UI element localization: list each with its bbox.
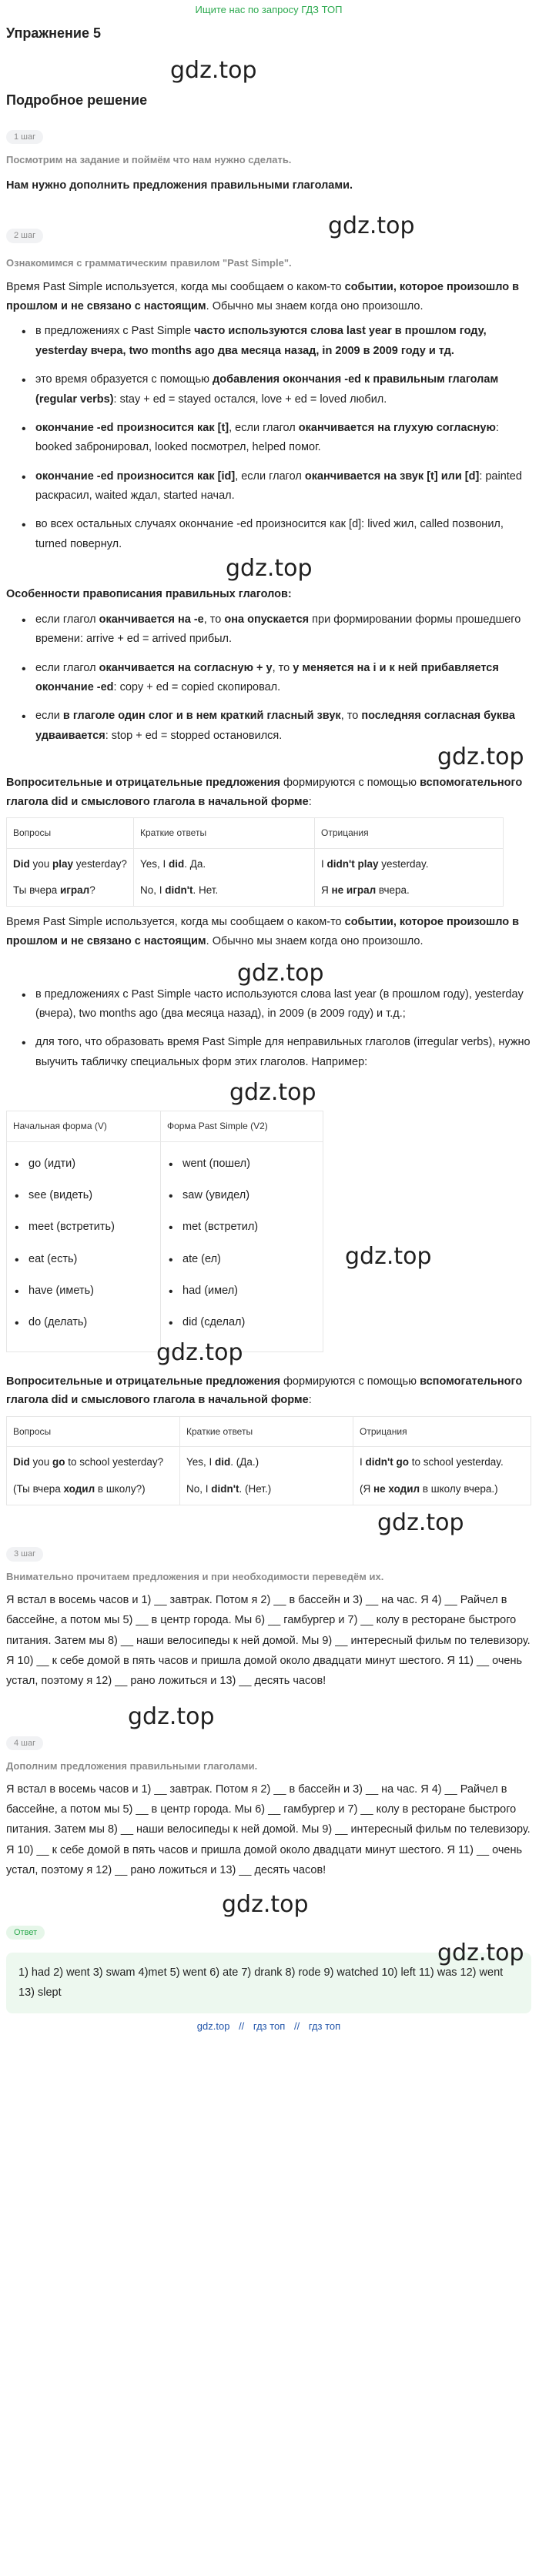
- watermark: gdz.top: [156, 1338, 243, 1366]
- table-header: Вопросы: [7, 1417, 180, 1447]
- footer-separator: //: [239, 2020, 245, 2033]
- step-2: [6, 226, 531, 1505]
- spelling-list: [20, 610, 531, 746]
- step-text: Я встал в восемь часов и 1) __ завтрак. Потом я 2) __ в бассейн и 3) __ на час. Я 4) __ Райчел в бассейне, а потом мы 5) __ в центр города. Мы 6) __ гамбургер и 7) __ колу в ресторане быстрого питания. Затем мы 8) __ наши велосипеды к ней домой. Мы 9) __ интересный фильм по телевизору. Я 10) __ к себе домой в пять часов и пришла домой около двадцати минут шестого. Я 11) __ очень устал, поэтому я 12) __ рано ложиться и 13) __ десять часов!: [6, 1782, 531, 1877]
- top-banner[interactable]: Ищите нас по запросу ГДЗ ТОП: [195, 4, 343, 15]
- footer-link[interactable]: gdz.top: [196, 2020, 230, 2033]
- answer-section: [6, 1923, 531, 2014]
- list-item: • в предложениях с Past Simple часто используются слова last year в прошлом году, yesterday вчера, two months ago два месяца назад, in 2009 в 2009 году и тд.: [20, 322, 531, 361]
- table-header: Форма Past Simple (V2): [161, 1111, 323, 1141]
- footer-links: [6, 2018, 531, 2036]
- spelling-title: Особенности правописания правильных глаголов:: [6, 588, 292, 601]
- step-text: Я встал в восемь часов и 1) __ завтрак. Потом я 2) __ в бассейн и 3) __ на час. Я 4) __ Райчел в бассейне, а потом мы 5) __ в центр города. Мы 6) __ гамбургер и 7) __ колу в ресторане быстрого питания. Затем мы 8) __ наши велосипеды к ней домой. Мы 9) __ интересный фильм по телевизору. Я 10) __ к себе домой в пять часов и пришла домой около двадцати минут шестого. Я 11) __ очень устал, поэтому я 12) __ рано ложиться и 13) __ десять часов!: [6, 1593, 531, 1688]
- irregular-verbs-table: [6, 1111, 323, 1352]
- watermark: gdz.top: [328, 212, 415, 240]
- table-cell: [7, 1141, 161, 1351]
- list-item: • во всех остальных случаях окончание -ed произносится как [d]: lived жил, called позвонил, turned повернул.: [20, 515, 531, 554]
- step-3: [6, 1544, 531, 1692]
- table-header: Краткие ответы: [180, 1417, 353, 1447]
- rule-paragraph: Время Past Simple используется, когда мы сообщаем о каком-то событии, которое произошло в прошлом и не связано с настоящим. Обычно мы знаем когда оно произошло.: [6, 281, 520, 312]
- list-item: • have (иметь): [13, 1281, 154, 1301]
- list-item: • did (сделал): [167, 1313, 316, 1332]
- question-rule: Вопросительные и отрицательные предложения формируются с помощью вспомогательного глагола did и смыслового глагола в начальной форме:: [6, 777, 523, 808]
- list-item: • если глагол оканчивается на -e, то она опускается при формировании формы прошедшего времени: arrive + ed = arrived прибыл.: [20, 610, 531, 650]
- step-intro: Внимательно прочитаем предложения и при необходимости переведём их.: [6, 1570, 384, 1582]
- list-item: • meet (встретить): [13, 1218, 154, 1237]
- watermark: gdz.top: [377, 1509, 464, 1537]
- table-cell: I didn't play yesterday. Я не играл вчера.: [315, 848, 504, 907]
- step-badge: 1 шаг: [6, 130, 43, 145]
- watermark: gdz.top: [345, 1243, 432, 1271]
- grammar-table: [6, 1416, 531, 1505]
- rule-paragraph: Время Past Simple используется, когда мы сообщаем о каком-то событии, которое произошло в прошлом и не связано с настоящим. Обычно мы знаем когда оно произошло.: [6, 916, 520, 948]
- list-item: • окончание -ed произносится как [id], если глагол оканчивается на звук [t] или [d]: painted раскрасил, waited ждал, started начал.: [20, 467, 531, 506]
- list-item: • ate (ел): [167, 1250, 316, 1269]
- list-item: • если в глаголе один слог и в нем краткий гласный звук, то последняя согласная буква удваивается: stop + ed = stopped остановился.: [20, 707, 531, 746]
- step-badge: 4 шаг: [6, 1736, 43, 1751]
- table-cell: I didn't go to school yesterday. (Я не ходил в школу вчера.): [353, 1447, 531, 1505]
- rule-list: [20, 985, 531, 1073]
- step-intro: Ознакомимся с грамматическим правилом "Past Simple".: [6, 257, 292, 269]
- table-header: Отрицания: [353, 1417, 531, 1447]
- exercise-title: Упражнение 5: [6, 25, 101, 41]
- footer-separator: //: [293, 2020, 300, 2033]
- step-1: [6, 127, 531, 195]
- list-item: • saw (увидел): [167, 1186, 316, 1205]
- watermark: gdz.top: [226, 555, 313, 583]
- solution-heading: Подробное решение: [6, 92, 148, 109]
- watermark: gdz.top: [128, 1702, 215, 1730]
- table-cell: Did you play yesterday? Ты вчера играл?: [7, 848, 134, 907]
- answer-text: 1) had 2) went 3) swam 4)met 5) went 6) ate 7) drank 8) rode 9) watched 10) left 11) was 12) went 13) slept: [18, 1966, 504, 1999]
- rule-list: [20, 322, 531, 554]
- watermark: gdz.top: [222, 1890, 309, 1918]
- step-badge: 2 шаг: [6, 229, 43, 243]
- question-rule: Вопросительные и отрицательные предложения формируются с помощью вспомогательного глагола did и смыслового глагола в начальной форме:: [6, 1375, 523, 1407]
- list-item: • do (делать): [13, 1313, 154, 1332]
- list-item: • окончание -ed произносится как [t], если глагол оканчивается на глухую согласную: booked забронировал, looked посмотрел, helped помог.: [20, 419, 531, 458]
- watermark: gdz.top: [237, 959, 324, 987]
- watermark: gdz.top: [170, 57, 257, 85]
- step-text: Нам нужно дополнить предложения правильными глаголами.: [6, 179, 353, 192]
- table-header: Краткие ответы: [134, 818, 315, 848]
- table-header: Вопросы: [7, 818, 134, 848]
- list-item: • для того, что образовать время Past Simple для неправильных глаголов (irregular verbs), нужно выучить табличку специальных форм этих глаголов. Например:: [20, 1033, 531, 1072]
- list-item: • went (пошел): [167, 1154, 316, 1174]
- step-4: [6, 1733, 531, 1881]
- watermark: gdz.top: [437, 1940, 524, 1967]
- list-item: • see (видеть): [13, 1186, 154, 1205]
- footer-link[interactable]: гдз топ: [253, 2020, 286, 2033]
- table-header: Отрицания: [315, 818, 504, 848]
- step-intro: Посмотрим на задание и поймём что нам нужно сделать.: [6, 153, 292, 165]
- answer-badge: Ответ: [6, 1926, 45, 1940]
- list-item: • если глагол оканчивается на согласную + y, то у меняется на i и к ней прибавляется окончание -ed: copy + ed = copied скопировал.: [20, 659, 531, 698]
- table-cell: [161, 1141, 323, 1351]
- step-intro: Дополним предложения правильными глаголами.: [6, 1759, 258, 1772]
- grammar-table: [6, 817, 504, 907]
- list-item: • eat (есть): [13, 1250, 154, 1269]
- step-badge: 3 шаг: [6, 1547, 43, 1562]
- watermark: gdz.top: [229, 1079, 316, 1107]
- table-cell: Did you go to school yesterday? (Ты вчера ходил в школу?): [7, 1447, 180, 1505]
- watermark: gdz.top: [437, 743, 524, 771]
- list-item: • это время образуется с помощью добавления окончания -ed к правильным глаголам (regular verbs): stay + ed = stayed остался, love + ed = loved любил.: [20, 370, 531, 409]
- list-item: • met (встретил): [167, 1218, 316, 1237]
- table-header: Начальная форма (V): [7, 1111, 161, 1141]
- footer-link[interactable]: гдз топ: [308, 2020, 341, 2033]
- list-item: • go (идти): [13, 1154, 154, 1174]
- list-item: • had (имел): [167, 1281, 316, 1301]
- table-cell: Yes, I did. (Да.) No, I didn't. (Нет.): [180, 1447, 353, 1505]
- list-item: • в предложениях с Past Simple часто используются слова last year (в прошлом году), yesterday (вчера), two months ago (два месяца назад), in 2009 (в 2009 году) и т.д.;: [20, 985, 531, 1024]
- table-cell: Yes, I did. Да. No, I didn't. Нет.: [134, 848, 315, 907]
